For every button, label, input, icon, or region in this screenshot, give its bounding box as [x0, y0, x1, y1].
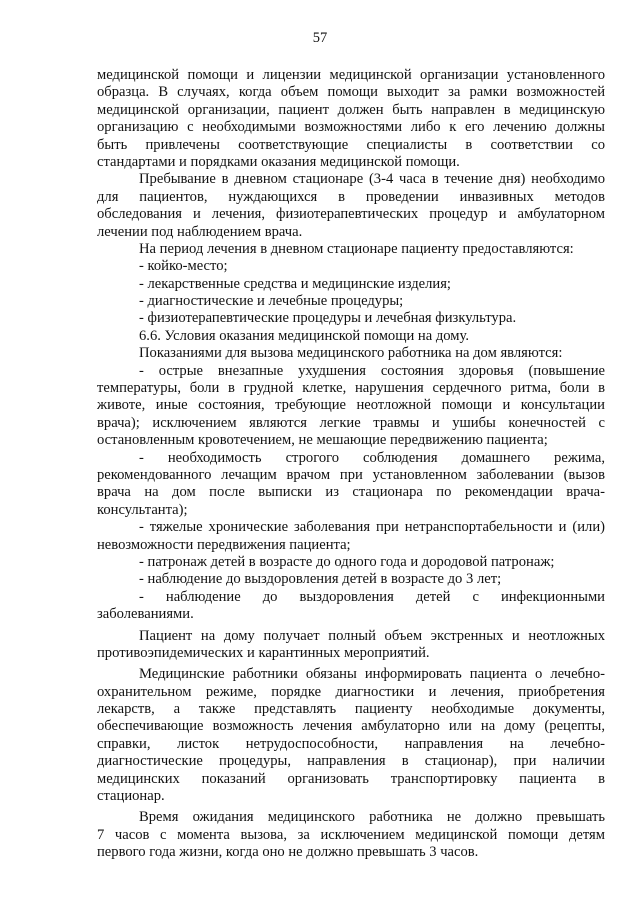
text-line: для пациентов, нуждающихся в проведении инвазивных методов — [97, 188, 605, 205]
text-line: медицинской организации, пациент должен быть направлен в медицинскую — [97, 101, 605, 118]
text-line: охранительном режиме, порядке диагностики и лечения, приобретения — [97, 683, 605, 700]
text-line: - наблюдение до выздоровления детей в возрасте до 3 лет; — [139, 571, 502, 588]
text-line: Время ожидания медицинского работника не должно превышать — [139, 809, 605, 826]
text-line: медицинских показаний организовать транспортировку пациента в — [97, 770, 605, 787]
text-line: - необходимость строгого соблюдения домашнего режима, — [139, 449, 605, 466]
text-line: медицинской помощи и лицензии медицинской организации установленного — [97, 67, 605, 83]
text-line: организацию с необходимыми возможностями либо к его лечению должны — [97, 119, 605, 136]
text-line: стационар. — [97, 788, 165, 805]
text-line: заболеваниями. — [97, 606, 194, 623]
text-line: - патронаж детей в возрасте до одного года и дородовой патронаж; — [139, 553, 555, 570]
text-line: первого года жизни, когда оно не должно превышать 3 часов. — [97, 844, 479, 861]
text-line: температуры, боли в грудной клетке, нарушения сердечного ритма, боли в — [97, 380, 605, 397]
text-line: - лекарственные средства и медицинские изделия; — [139, 275, 451, 292]
text-line: обеспечивающие возможность лечения амбулаторно или на дому (рецепты, — [97, 718, 605, 735]
text-line: справки, листок нетрудоспособности, направления на лечебно- — [97, 735, 605, 752]
text-line: Пациент на дому получает полный объем экстренных и неотложных — [139, 627, 605, 644]
page-number: 57 — [312, 30, 328, 46]
document-body — [97, 67, 605, 862]
text-line: - острые внезапные ухудшения состояния здоровья (повышение — [139, 362, 605, 379]
text-line: рекомендованного лечащим врачом при установленном заболевании (вызов — [97, 466, 605, 483]
text-line: На период лечения в дневном стационаре пациенту предоставляются: — [139, 240, 574, 257]
text-line: 7 часов с момента вызова, за исключением медицинской помощи детям — [97, 826, 605, 843]
text-line: Пребывание в дневном стационаре (3-4 часа в течение дня) необходимо — [139, 171, 605, 188]
text-line: образца. В случаях, когда объем помощи выходит за рамки возможностей — [97, 84, 605, 101]
text-line: - тяжелые хронические заболевания при нетранспортабельности и (или) — [139, 519, 605, 536]
text-line: невозможности передвижения пациента; — [97, 536, 351, 553]
text-line: животе, иные состояния, требующие неотложной помощи и консультации — [97, 397, 605, 414]
text-line: обследования и лечения, физиотерапевтических процедур и амбулаторном — [97, 206, 605, 223]
text-line: консультанта); — [97, 501, 188, 518]
text-line: диагностические процедуры, направления в стационар), при наличии — [97, 753, 605, 770]
text-line: лекарств, а также представлять пациенту необходимые документы, — [97, 701, 605, 718]
text-line: остановленным кровотечением, не мешающие передвижению пациента; — [97, 432, 548, 449]
text-line: стандартами и порядками оказания медицинской помощи. — [97, 153, 460, 170]
text-line: быть привлечены соответствующие специалисты в соответствии со — [97, 136, 605, 153]
text-line: - физиотерапевтические процедуры и лечебная физкультура. — [139, 310, 517, 327]
text-line: Медицинские работники обязаны информировать пациента о лечебно- — [139, 666, 605, 683]
text-line: - койко-место; — [139, 258, 228, 275]
text-line: - наблюдение до выздоровления детей с инфекционными — [139, 588, 605, 605]
text-line: лечении под наблюдением врача. — [97, 223, 303, 240]
text-line: - диагностические и лечебные процедуры; — [139, 293, 404, 310]
text-line: врача); исключением являются легкие травмы и ушибы конечностей с — [97, 414, 605, 431]
text-line: Показаниями для вызова медицинского работника на дом являются: — [139, 345, 563, 362]
text-line: врача на дом после выписки из стационара по рекомендации врача- — [97, 484, 605, 501]
text-line: противоэпидемических и карантинных мероприятий. — [97, 644, 430, 661]
text-line: 6.6. Условия оказания медицинской помощи на дому. — [139, 327, 470, 344]
